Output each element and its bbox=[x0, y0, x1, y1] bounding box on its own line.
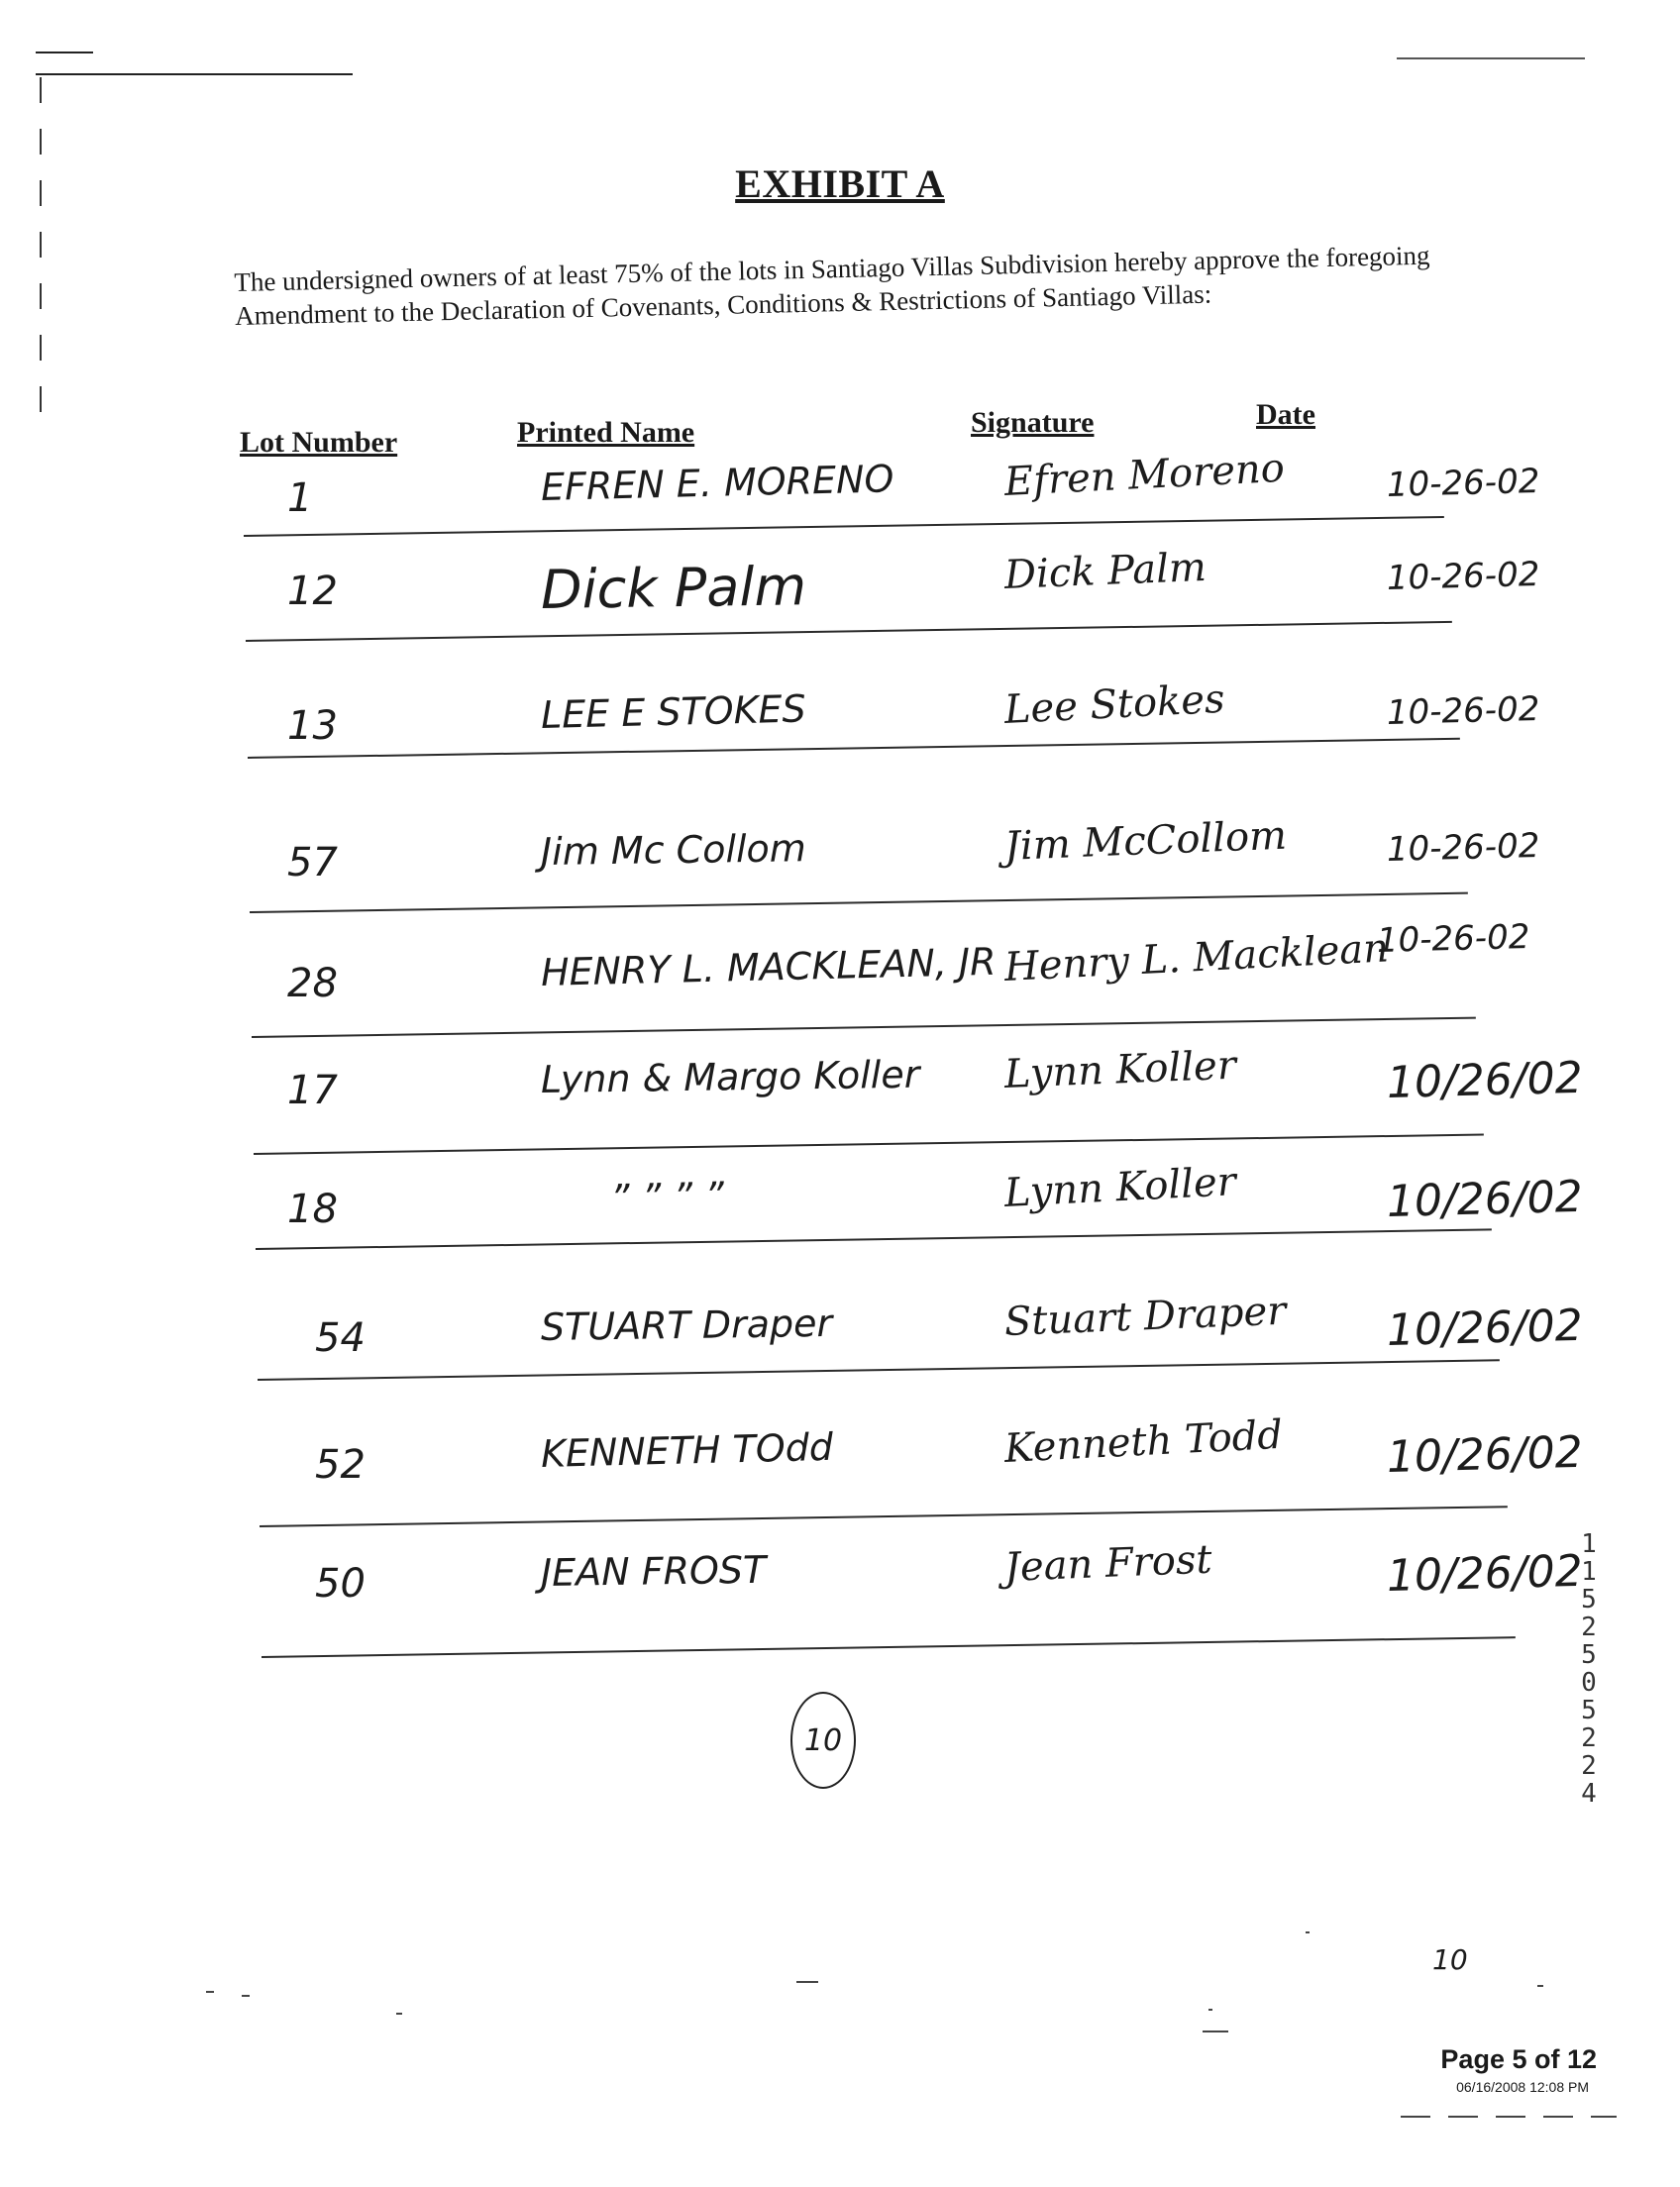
row-date: 10/26/02 bbox=[1386, 1171, 1584, 1227]
row-rule bbox=[262, 1636, 1516, 1658]
row-rule bbox=[250, 892, 1468, 913]
scan-speck bbox=[206, 1991, 214, 1993]
scan-speck bbox=[396, 2013, 402, 2015]
row-signature: Jim McCollom bbox=[1003, 812, 1288, 870]
header-printed-name: Printed Name bbox=[517, 416, 695, 449]
row-lot-number: 28 bbox=[287, 961, 338, 1006]
header-signature: Signature bbox=[971, 406, 1095, 439]
row-rule bbox=[248, 738, 1460, 759]
row-signature: Lynn Koller bbox=[1002, 1159, 1237, 1216]
scan-speck bbox=[242, 1995, 250, 1997]
handwritten-page-mark: 10 bbox=[1432, 1943, 1468, 1976]
scan-edge-left bbox=[40, 77, 42, 434]
row-date: 10/26/02 bbox=[1386, 1545, 1584, 1602]
row-printed-name: LEE E STOKES bbox=[540, 686, 807, 737]
row-rule bbox=[244, 516, 1444, 537]
header-lot-number: Lot Number bbox=[240, 426, 398, 459]
circled-number bbox=[790, 1692, 856, 1789]
row-rule bbox=[252, 1017, 1476, 1038]
scan-edge-top-right bbox=[1397, 57, 1585, 59]
row-date: 10-26-02 bbox=[1386, 461, 1540, 505]
row-lot-number: 1 bbox=[287, 475, 313, 521]
row-signature: Kenneth Todd bbox=[1002, 1411, 1284, 1472]
scan-edge-top-left-2 bbox=[36, 73, 353, 75]
row-rule bbox=[260, 1506, 1508, 1527]
row-date: 10/26/02 bbox=[1386, 1052, 1584, 1108]
row-date: 10/26/02 bbox=[1386, 1426, 1584, 1483]
scan-speck bbox=[1306, 1931, 1310, 1933]
row-rule bbox=[256, 1228, 1492, 1250]
print-timestamp: 06/16/2008 12:08 PM bbox=[1456, 2079, 1589, 2095]
scan-speck bbox=[796, 1981, 818, 1983]
circled-number-text: 10 bbox=[803, 1722, 843, 1758]
row-lot-number: 12 bbox=[287, 569, 338, 614]
row-date: 10-26-02 bbox=[1386, 554, 1540, 598]
row-rule bbox=[246, 621, 1452, 642]
row-signature: Dick Palm bbox=[1003, 544, 1208, 598]
scan-speck bbox=[1203, 2031, 1228, 2032]
row-lot-number: 57 bbox=[287, 840, 338, 885]
row-printed-name: KENNETH TOdd bbox=[540, 1424, 834, 1476]
row-signature: Stuart Draper bbox=[1003, 1288, 1288, 1345]
footer-rule bbox=[1401, 2116, 1617, 2118]
row-date: 10-26-02 bbox=[1376, 916, 1530, 961]
scan-speck bbox=[1537, 1985, 1543, 1987]
header-date: Date bbox=[1256, 398, 1315, 431]
row-date: 10-26-02 bbox=[1386, 688, 1540, 733]
exhibit-title: EXHIBIT A bbox=[735, 161, 945, 206]
row-rule bbox=[258, 1359, 1500, 1381]
row-printed-name: HENRY L. MACKLEAN, JR bbox=[540, 939, 998, 994]
scan-edge-top-left bbox=[36, 52, 93, 53]
page-number: Page 5 of 12 bbox=[1440, 2044, 1597, 2074]
recording-stamp bbox=[1577, 1530, 1601, 1808]
row-printed-name: JEAN FROST bbox=[540, 1547, 767, 1595]
row-printed-name: Dick Palm bbox=[540, 555, 807, 621]
row-lot-number: 13 bbox=[287, 703, 338, 749]
row-printed-name: Lynn & Margo Koller bbox=[540, 1052, 920, 1101]
row-lot-number: 17 bbox=[287, 1068, 338, 1113]
row-date: 10/26/02 bbox=[1386, 1300, 1584, 1356]
row-signature: Lynn Koller bbox=[1003, 1042, 1237, 1097]
scan-speck bbox=[1208, 2009, 1212, 2011]
row-printed-name: EFREN E. MORENO bbox=[540, 457, 894, 509]
row-lot-number: 52 bbox=[315, 1442, 366, 1488]
recording-stamp-text: 11525 05224 bbox=[1581, 1529, 1597, 1809]
row-lot-number: 18 bbox=[287, 1187, 338, 1232]
row-printed-name: Jim Mc Collom bbox=[540, 826, 807, 874]
row-signature: Jean Frost bbox=[1003, 1536, 1213, 1591]
row-lot-number: 54 bbox=[315, 1315, 366, 1361]
row-printed-name: STUART Draper bbox=[540, 1301, 833, 1349]
row-rule bbox=[254, 1133, 1484, 1155]
row-signature: Henry L. Macklean bbox=[1002, 925, 1390, 990]
row-signature: Efren Moreno bbox=[1002, 445, 1286, 505]
row-date: 10-26-02 bbox=[1386, 825, 1540, 870]
intro-paragraph: The undersigned owners of at least 75% of the lots in Santiago Villas Subdivision hereby approve the foregoing Amendment to the Declaration of Covenants, Conditions & Restrictions of Santiago Villas: bbox=[234, 240, 1430, 331]
row-printed-name: ” ” ” ” bbox=[609, 1174, 725, 1220]
row-signature: Lee Stokes bbox=[1002, 676, 1226, 733]
row-lot-number: 50 bbox=[315, 1561, 366, 1607]
